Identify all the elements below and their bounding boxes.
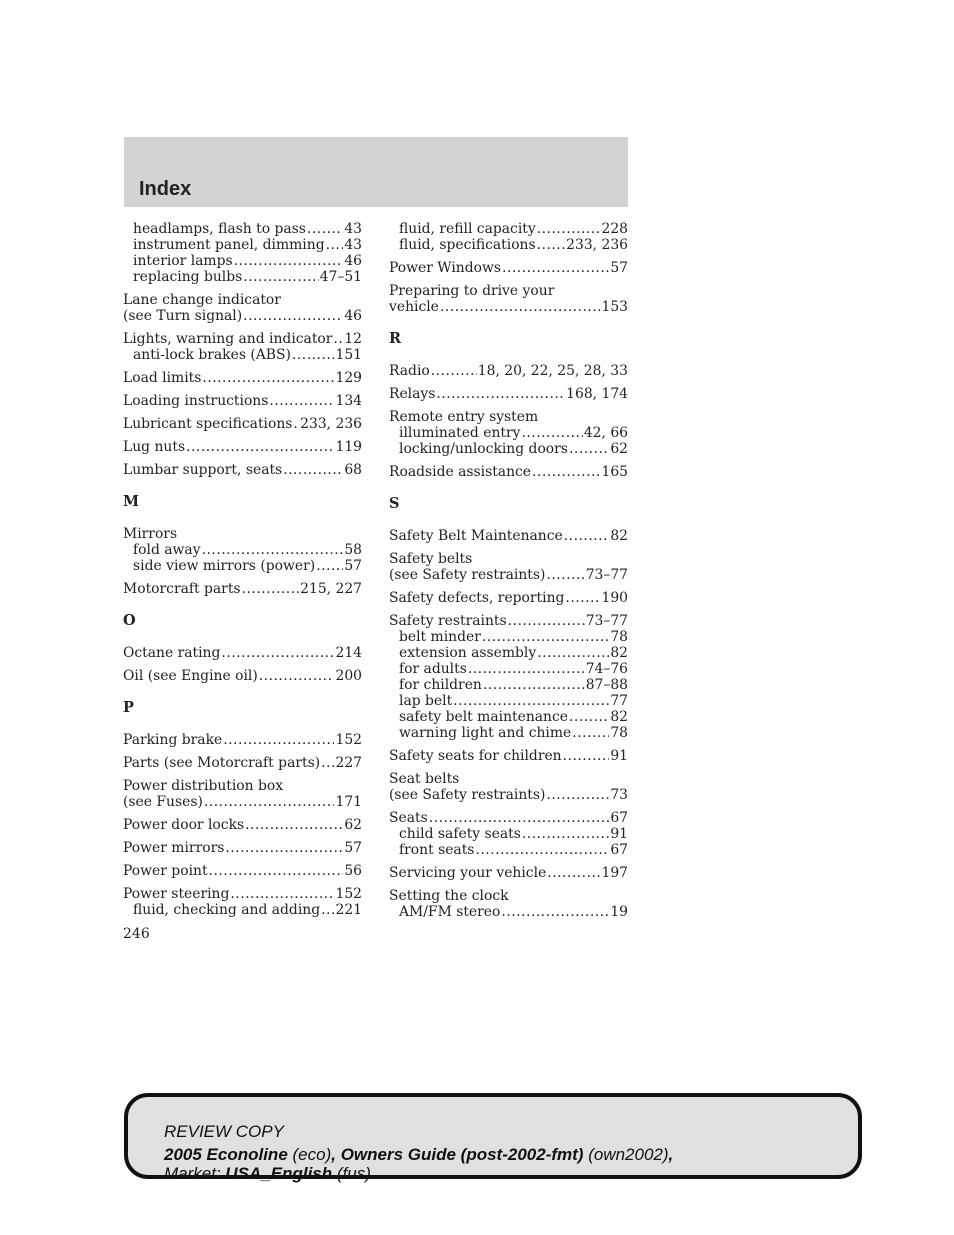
index-entry-page: 73 xyxy=(610,787,628,803)
index-entry-text: Lubricant specifications xyxy=(123,416,293,432)
index-entry-text: Lug nuts xyxy=(123,439,186,455)
index-entry xyxy=(123,269,362,285)
index-entry xyxy=(123,416,362,432)
index-entry-row xyxy=(389,693,628,709)
index-entry-page: 19 xyxy=(610,904,628,920)
index-entry-text: headlamps, flash to pass xyxy=(133,221,306,237)
index-entry xyxy=(389,771,628,803)
index-entry xyxy=(123,732,362,748)
index-entry-heading: Preparing to drive your xyxy=(389,283,555,299)
index-entry-text: (see Safety restraints) xyxy=(389,787,546,803)
index-entry xyxy=(389,865,628,881)
dot-leader xyxy=(186,439,334,455)
footer-sep-2: , xyxy=(668,1145,674,1164)
dot-leader xyxy=(307,221,343,237)
index-entry-page: 73–77 xyxy=(585,613,628,629)
index-entry xyxy=(123,817,362,833)
index-entry-row xyxy=(123,416,362,432)
index-entry xyxy=(123,755,362,771)
dot-leader xyxy=(532,464,600,480)
index-entry-row xyxy=(123,645,362,661)
index-entry-text: extension assembly xyxy=(399,645,537,661)
footer-market-label: Market: xyxy=(164,1164,226,1183)
index-entry-row xyxy=(123,462,362,478)
page-number: 246 xyxy=(123,926,150,942)
dot-leader xyxy=(508,613,585,629)
index-entry xyxy=(123,462,362,478)
index-entry-page: 227 xyxy=(335,755,362,771)
index-entry-page: 228 xyxy=(601,221,628,237)
dot-leader xyxy=(546,787,609,803)
index-entry-text: Radio xyxy=(389,363,430,379)
index-entry-row xyxy=(389,528,628,544)
index-entry-heading: Power distribution box xyxy=(123,778,284,794)
index-entry-row xyxy=(389,865,628,881)
index-entry xyxy=(389,645,628,661)
index-entry-page: 46 xyxy=(344,253,362,269)
index-entry-page: 91 xyxy=(610,748,628,764)
dot-leader xyxy=(522,826,609,842)
index-entry xyxy=(123,331,362,347)
index-entry-text: fluid, checking and adding xyxy=(133,902,321,918)
dot-leader xyxy=(537,237,566,253)
index-entry-text: Parking brake xyxy=(123,732,223,748)
index-entry-text: replacing bulbs xyxy=(133,269,243,285)
index-entry xyxy=(123,558,362,574)
index-entry-page: 119 xyxy=(335,439,362,455)
index-entry-page: 91 xyxy=(610,826,628,842)
index-entry-text: safety belt maintenance xyxy=(399,709,568,725)
dot-leader xyxy=(225,840,343,856)
index-entry-page: 153 xyxy=(601,299,628,315)
index-entry-row xyxy=(123,840,362,856)
index-entry-page: 58 xyxy=(344,542,362,558)
index-entry-page: 78 xyxy=(610,629,628,645)
dot-leader xyxy=(245,817,343,833)
index-entry-page: 56 xyxy=(344,863,362,879)
index-entry xyxy=(123,237,362,253)
index-entry xyxy=(389,260,628,276)
index-entry xyxy=(389,888,628,920)
index-entry-text: locking/unlocking doors xyxy=(399,441,568,457)
dot-leader xyxy=(431,363,477,379)
index-entry-text: child safety seats xyxy=(399,826,521,842)
index-entry-row xyxy=(389,221,628,237)
index-entry xyxy=(123,645,362,661)
index-entry xyxy=(389,826,628,842)
index-entry-row xyxy=(123,817,362,833)
index-entry-text: Power mirrors xyxy=(123,840,225,856)
index-entry-row xyxy=(123,668,362,684)
index-entry xyxy=(123,526,362,558)
index-entry-text: anti-lock brakes (ABS) xyxy=(133,347,291,363)
dot-leader xyxy=(243,308,343,324)
index-entry-row xyxy=(123,253,362,269)
index-entry-row xyxy=(389,661,628,677)
index-entry-row xyxy=(123,732,362,748)
index-entry-heading: Mirrors xyxy=(123,526,178,542)
dot-leader xyxy=(316,558,343,574)
index-entry-row xyxy=(389,748,628,764)
index-entry-row xyxy=(123,558,362,574)
dot-leader xyxy=(234,253,344,269)
dot-leader xyxy=(202,542,344,558)
dot-leader xyxy=(269,393,334,409)
index-entry-page: 62 xyxy=(610,441,628,457)
index-entry-page: 171 xyxy=(335,794,362,810)
index-section-letter: O xyxy=(123,612,136,629)
page-title: Index xyxy=(139,178,192,200)
footer-guide: Owners Guide (post-2002-fmt) xyxy=(340,1145,584,1164)
dot-leader xyxy=(436,386,565,402)
index-entry xyxy=(389,629,628,645)
index-entry-row xyxy=(389,645,628,661)
index-entry xyxy=(389,613,628,629)
dot-leader xyxy=(259,668,335,684)
index-entry-text: interior lamps xyxy=(133,253,233,269)
dot-leader xyxy=(326,237,344,253)
index-entry-page: 57 xyxy=(610,260,628,276)
index-entry xyxy=(123,840,362,856)
index-entry xyxy=(123,221,362,237)
index-entry-page: 78 xyxy=(610,725,628,741)
index-entry-heading: Safety belts xyxy=(389,551,473,567)
index-entry-page: 82 xyxy=(610,645,628,661)
index-entry xyxy=(389,677,628,693)
dot-leader xyxy=(547,865,600,881)
index-entry-page: 87–88 xyxy=(585,677,628,693)
index-entry-page: 46 xyxy=(344,308,362,324)
index-entry-row xyxy=(123,581,362,597)
index-entry-row xyxy=(389,363,628,379)
dot-leader xyxy=(501,904,609,920)
index-entry-row xyxy=(389,386,628,402)
dot-leader xyxy=(521,425,582,441)
dot-leader xyxy=(292,347,335,363)
index-entry-row xyxy=(123,902,362,918)
index-entry-row xyxy=(389,904,628,920)
index-entry-page: 67 xyxy=(610,810,628,826)
index-entry-text: instrument panel, dimming xyxy=(133,237,325,253)
index-column-left xyxy=(123,221,362,918)
dot-leader xyxy=(569,441,609,457)
dot-leader xyxy=(565,590,600,606)
footer-publication-line xyxy=(164,1145,673,1165)
review-copy-footer xyxy=(124,1093,862,1183)
index-entry xyxy=(123,902,362,918)
index-entry xyxy=(389,590,628,606)
index-entry-row xyxy=(123,393,362,409)
index-entry xyxy=(123,886,362,902)
index-header-band xyxy=(124,137,628,207)
dot-leader xyxy=(202,370,334,386)
index-entry-page: 214 xyxy=(335,645,362,661)
footer-guide-code: (own2002) xyxy=(583,1145,669,1164)
index-entry-text: Lumbar support, seats xyxy=(123,462,283,478)
index-entry-page: 129 xyxy=(335,370,362,386)
dot-leader xyxy=(230,886,334,902)
index-entry-page: 134 xyxy=(335,393,362,409)
dot-leader xyxy=(564,528,610,544)
dot-leader xyxy=(537,221,601,237)
index-entry-text: (see Safety restraints) xyxy=(389,567,546,583)
index-section-letter: M xyxy=(123,493,140,510)
index-entry-page: 190 xyxy=(601,590,628,606)
index-entry-row xyxy=(389,567,628,583)
index-entry-text: for children xyxy=(399,677,482,693)
index-entry-page: 197 xyxy=(601,865,628,881)
index-entry-row xyxy=(389,810,628,826)
index-entry-page: 73–77 xyxy=(585,567,628,583)
index-entry xyxy=(123,292,362,324)
index-entry-text: Relays xyxy=(389,386,436,402)
index-entry-page: 82 xyxy=(610,709,628,725)
index-entry-row xyxy=(123,347,362,363)
index-entry-text: (see Turn signal) xyxy=(123,308,243,324)
index-entry-text: Seats xyxy=(389,810,428,826)
index-entry-row xyxy=(123,331,362,347)
index-entry xyxy=(123,581,362,597)
index-entry-page: 82 xyxy=(610,528,628,544)
index-entry xyxy=(389,283,628,315)
index-entry-text: for adults xyxy=(399,661,467,677)
dot-leader xyxy=(482,629,609,645)
index-entry xyxy=(123,668,362,684)
index-entry-text: Power Windows xyxy=(389,260,502,276)
index-entry xyxy=(389,528,628,544)
index-entry-page: 18, 20, 22, 25, 28, 33 xyxy=(477,363,628,379)
index-entry-text: (see Fuses) xyxy=(123,794,203,810)
index-entry xyxy=(389,551,628,583)
index-entry-text: Load limits xyxy=(123,370,202,386)
index-entry-page: 43 xyxy=(344,237,362,253)
index-entry-page: 200 xyxy=(335,668,362,684)
index-entry-text: belt minder xyxy=(399,629,481,645)
index-entry-text: Safety Belt Maintenance xyxy=(389,528,563,544)
index-entry-page: 165 xyxy=(601,464,628,480)
index-entry-text: vehicle xyxy=(389,299,439,315)
index-entry-page: 62 xyxy=(344,817,362,833)
index-column-right xyxy=(389,221,628,920)
index-entry-row xyxy=(123,886,362,902)
index-entry xyxy=(123,253,362,269)
footer-market-line xyxy=(164,1164,371,1184)
index-entry-page: 151 xyxy=(335,347,362,363)
dot-leader xyxy=(468,661,585,677)
index-entry xyxy=(389,237,628,253)
index-entry-text: Roadside assistance xyxy=(389,464,532,480)
index-entry-page: 215, 227 xyxy=(300,581,362,597)
index-entry-row xyxy=(389,441,628,457)
index-entry-text: fold away xyxy=(133,542,201,558)
index-section-letter: S xyxy=(389,495,400,512)
index-entry xyxy=(389,693,628,709)
dot-leader xyxy=(293,416,299,432)
index-entry xyxy=(389,221,628,237)
index-entry xyxy=(389,409,628,441)
index-entry-page: 57 xyxy=(344,558,362,574)
index-entry xyxy=(389,441,628,457)
dot-leader xyxy=(223,732,334,748)
index-entry-row xyxy=(389,725,628,741)
index-entry-text: Safety defects, reporting xyxy=(389,590,565,606)
index-entry-row xyxy=(389,590,628,606)
dot-leader xyxy=(221,645,334,661)
index-entry-page: 57 xyxy=(344,840,362,856)
index-entry xyxy=(123,439,362,455)
index-entry-text: front seats xyxy=(399,842,475,858)
index-entry-text: Oil (see Engine oil) xyxy=(123,668,258,684)
dot-leader xyxy=(453,693,609,709)
footer-sep-1: , xyxy=(331,1145,341,1164)
index-entry xyxy=(123,393,362,409)
footer-review-label: REVIEW COPY xyxy=(164,1122,284,1141)
footer-model-code: (eco) xyxy=(287,1145,332,1164)
dot-leader xyxy=(243,269,318,285)
footer-model: 2005 Econoline xyxy=(164,1145,288,1164)
index-entry-text: fluid, specifications xyxy=(399,237,536,253)
dot-leader xyxy=(321,902,334,918)
index-entry xyxy=(389,661,628,677)
index-entry xyxy=(389,810,628,826)
index-entry xyxy=(389,363,628,379)
index-entry-row xyxy=(389,613,628,629)
index-entry-row xyxy=(123,237,362,253)
index-entry xyxy=(389,386,628,402)
index-entry-text: Power point xyxy=(123,863,208,879)
index-entry-row xyxy=(389,299,628,315)
index-entry xyxy=(389,464,628,480)
index-entry-text: AM/FM stereo xyxy=(399,904,501,920)
dot-leader xyxy=(242,581,300,597)
index-entry-heading: Seat belts xyxy=(389,771,460,787)
index-entry xyxy=(389,725,628,741)
index-entry-text: fluid, refill capacity xyxy=(399,221,536,237)
index-entry-page: 68 xyxy=(344,462,362,478)
index-entry-heading: Lane change indicator xyxy=(123,292,281,308)
index-entry-row xyxy=(123,863,362,879)
index-entry-page: 233, 236 xyxy=(566,237,628,253)
dot-leader xyxy=(321,755,334,771)
dot-leader xyxy=(563,748,610,764)
index-entry-text: Motorcraft parts xyxy=(123,581,241,597)
index-entry-page: 74–76 xyxy=(585,661,628,677)
index-entry-row xyxy=(389,709,628,725)
index-entry-row xyxy=(389,826,628,842)
index-entry xyxy=(389,709,628,725)
index-entry-text: illuminated entry xyxy=(399,425,521,441)
index-entry-page: 77 xyxy=(610,693,628,709)
index-entry-text: lap belt xyxy=(399,693,453,709)
index-entry-row xyxy=(123,439,362,455)
index-entry-row xyxy=(389,842,628,858)
index-entry-text: Loading instructions xyxy=(123,393,269,409)
dot-leader xyxy=(475,842,609,858)
dot-leader xyxy=(440,299,601,315)
index-entry-page: 233, 236 xyxy=(300,416,362,432)
index-entry-page: 221 xyxy=(335,902,362,918)
index-entry-page: 47–51 xyxy=(319,269,362,285)
index-entry-page: 67 xyxy=(610,842,628,858)
index-entry-row xyxy=(123,221,362,237)
index-entry-text: warning light and chime xyxy=(399,725,572,741)
index-entry-text: Lights, warning and indicator xyxy=(123,331,333,347)
index-entry xyxy=(123,778,362,810)
dot-leader xyxy=(429,810,610,826)
index-section-letter: P xyxy=(123,699,134,716)
index-entry-text: Octane rating xyxy=(123,645,221,661)
dot-leader xyxy=(569,709,609,725)
index-entry-text: Safety restraints xyxy=(389,613,507,629)
index-entry-text: Servicing your vehicle xyxy=(389,865,547,881)
index-entry-page: 168, 174 xyxy=(566,386,628,402)
footer-market-code: (fus) xyxy=(332,1164,371,1183)
index-entry-page: 152 xyxy=(335,886,362,902)
index-entry xyxy=(389,748,628,764)
index-entry-row xyxy=(389,629,628,645)
index-entry-page: 42, 66 xyxy=(583,425,628,441)
dot-leader xyxy=(283,462,343,478)
index-entry-text: Power door locks xyxy=(123,817,245,833)
index-entry-row xyxy=(389,425,628,441)
dot-leader xyxy=(204,794,335,810)
index-entry-row xyxy=(123,542,362,558)
index-entry-row xyxy=(389,260,628,276)
index-entry-row xyxy=(389,787,628,803)
index-entry xyxy=(389,842,628,858)
index-entry xyxy=(123,863,362,879)
dot-leader xyxy=(502,260,609,276)
index-entry-text: Power steering xyxy=(123,886,230,902)
index-entry xyxy=(123,370,362,386)
dot-leader xyxy=(209,863,344,879)
index-entry-page: 152 xyxy=(335,732,362,748)
index-entry-row xyxy=(123,755,362,771)
footer-market: USA_English xyxy=(225,1164,333,1183)
dot-leader xyxy=(483,677,585,693)
index-entry-page: 43 xyxy=(344,221,362,237)
index-entry-text: Parts (see Motorcraft parts) xyxy=(123,755,321,771)
index-entry-row xyxy=(389,237,628,253)
dot-leader xyxy=(546,567,584,583)
dot-leader xyxy=(537,645,609,661)
dot-leader xyxy=(333,331,343,347)
index-section-letter: R xyxy=(389,330,402,347)
index-entry xyxy=(123,347,362,363)
index-entry-row xyxy=(123,794,362,810)
index-entry-heading: Remote entry system xyxy=(389,409,539,425)
index-entry-text: Safety seats for children xyxy=(389,748,562,764)
index-entry-row xyxy=(389,464,628,480)
index-entry-row xyxy=(389,677,628,693)
index-entry-row xyxy=(123,370,362,386)
index-entry-page: 12 xyxy=(344,331,362,347)
index-entry-heading: Setting the clock xyxy=(389,888,509,904)
index-entry-text: side view mirrors (power) xyxy=(133,558,316,574)
index-entry-row xyxy=(123,269,362,285)
dot-leader xyxy=(572,725,609,741)
index-entry-row xyxy=(123,308,362,324)
